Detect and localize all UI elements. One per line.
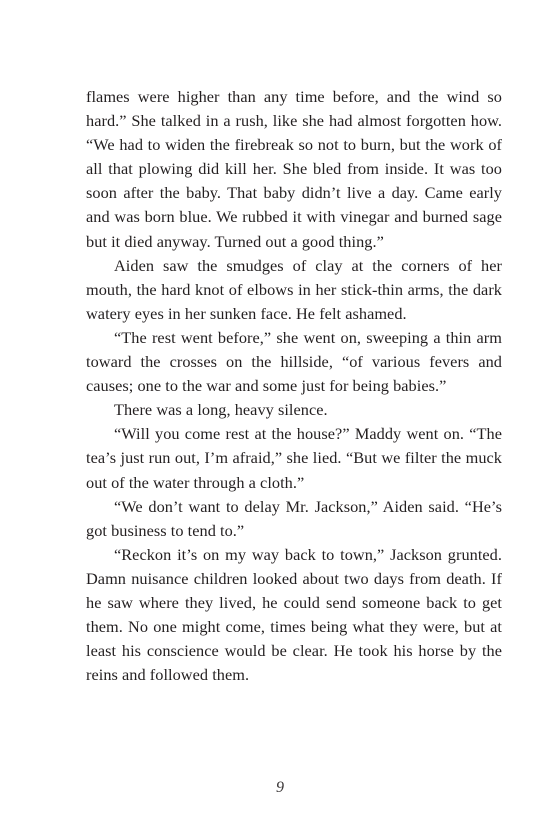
paragraph: “Reckon it’s on my way back to town,” Jackson grunted. Damn nuisance children looked about two days from death. If he saw where they lived, he could send someone back to get them. No one might come, times being what they were, but at least his conscience would be clear. He took his horse by the reins and followed them. (86, 544, 502, 685)
paragraph: “We don’t want to delay Mr. Jackson,” Aiden said. “He’s got business to tend to.” (86, 496, 502, 540)
page-number: 9 (276, 779, 284, 796)
paragraph: Aiden saw the smudges of clay at the corners of her mouth, the hard knot of elbows in her stick-thin arms, the dark watery eyes in her sunken face. He felt ashamed. (86, 255, 502, 323)
paragraph: “Will you come rest at the house?” Maddy went on. “The tea’s just run out, I’m afraid,” she lied. “But we filter the muck out of the water through a cloth.” (86, 424, 502, 492)
paragraph: “The rest went before,” she went on, sweeping a thin arm toward the crosses on the hillside, “of various fevers and causes; one to the war and some just for being babies.” (86, 327, 502, 396)
page-body (86, 85, 502, 687)
paragraph: There was a long, heavy silence. (114, 400, 328, 420)
paragraph-continued: flames were higher than any time before, and the wind so hard.” She talked in a rush, like she had almost forgotten how. “We had to widen the firebreak so not to burn, but the work of all that plowing did kill her. She bled from inside. It was too soon after the baby. That baby didn’t live a day. Came early and was born blue. We rubbed it with vinegar and burned sage but it died anyway. Turned out a good thing.” (86, 87, 502, 251)
